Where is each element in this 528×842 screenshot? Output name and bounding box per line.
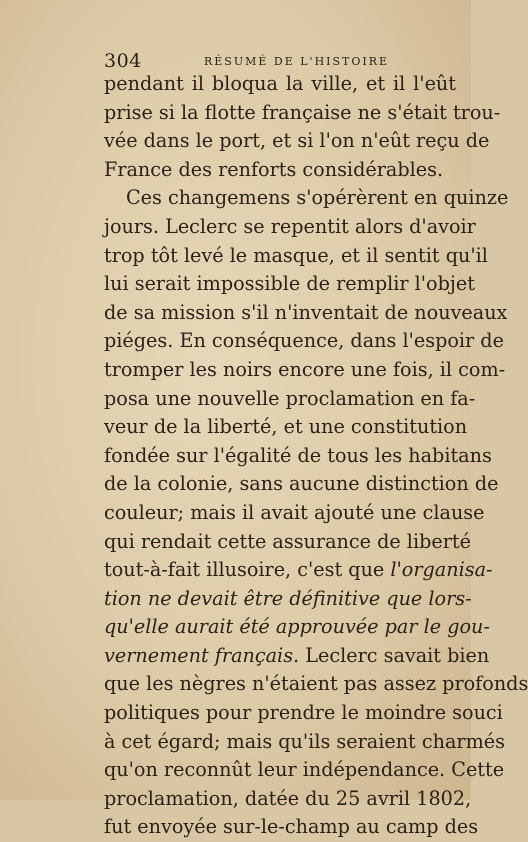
- text-line: veur de la liberté, et une constitution: [104, 415, 468, 439]
- text-line: Ces changemens s'opérèrent en quinze: [126, 186, 509, 210]
- text-line: de la colonie, sans aucune distinction de: [104, 472, 499, 496]
- text-line: prise si la flotte française ne s'était trou-: [104, 100, 501, 124]
- text-segment: tout-à-fait illusoire, c'est que: [104, 558, 391, 582]
- page-number: 304: [104, 50, 142, 72]
- text-line: que les nègres n'étaient pas assez profonds: [104, 672, 528, 696]
- text-line: politiques pour prendre le moindre souci: [104, 701, 503, 725]
- italic-text-line: tion ne devait être définitive que lors-: [104, 586, 472, 610]
- text-line: qui rendait cette assurance de liberté: [104, 529, 471, 553]
- text-line: de sa mission s'il n'inventait de nouveaux: [104, 300, 508, 324]
- text-line: jours. Leclerc se repentit alors d'avoir: [104, 214, 476, 238]
- text-line: pendant il bloqua la ville, et il l'eût: [104, 72, 456, 95]
- text-line: fondée sur l'égalité de tous les habitans: [104, 443, 492, 467]
- text-line: à cet égard; mais qu'ils seraient charmés: [104, 729, 505, 753]
- text-line: France des renforts considérables.: [104, 157, 444, 181]
- text-line: trop tôt levé le masque, et il sentit qu'il: [104, 243, 488, 267]
- text-line: piéges. En conséquence, dans l'espoir de: [104, 329, 504, 353]
- text-line: [104, 642, 490, 671]
- text-line: proclamation, datée du 25 avril 1802,: [104, 786, 472, 810]
- page-header: [104, 50, 454, 72]
- text-line: vée dans le port, et si l'on n'eût reçu de: [104, 129, 490, 153]
- text-line: [104, 556, 493, 585]
- text-line: fut envoyée sur-le-champ au camp des: [104, 815, 479, 839]
- running-title: RÉSUMÉ DE L'HISTOIRE: [204, 55, 390, 68]
- text-line: couleur; mais il avait ajouté une clause: [104, 500, 485, 524]
- text-line: lui serait impossible de remplir l'objet: [104, 272, 475, 296]
- text-line: posa une nouvelle proclamation en fa-: [104, 386, 476, 410]
- italic-text-line: qu'elle aurait été approuvée par le gou-: [104, 615, 490, 639]
- text-line: qu'on reconnût leur indépendance. Cette: [104, 758, 505, 782]
- body-text: [104, 70, 528, 842]
- text-segment: Leclerc savait bien: [299, 643, 490, 667]
- text-line: tromper les noirs encore une fois, il com-: [104, 357, 506, 381]
- italic-text: vernement français.: [104, 643, 300, 667]
- italic-text: l'organisa-: [390, 558, 493, 582]
